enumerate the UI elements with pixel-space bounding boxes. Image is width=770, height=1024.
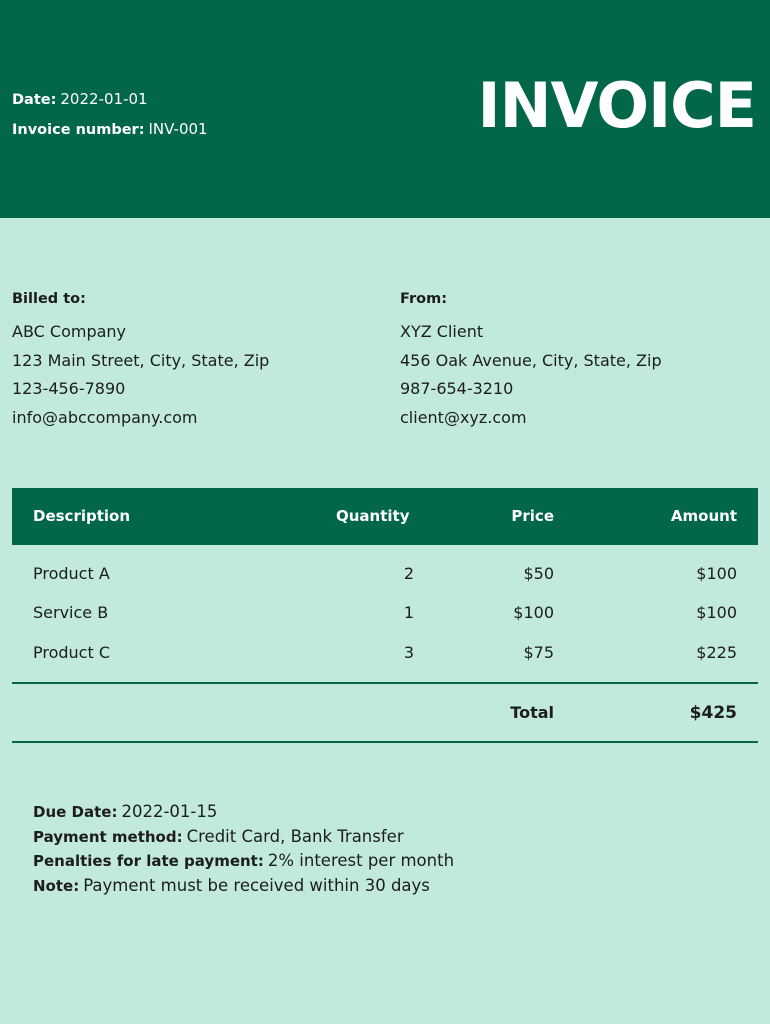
row-price: $75 <box>523 643 554 662</box>
note-line <box>33 874 454 899</box>
row-description: Product A <box>33 564 110 583</box>
row-description: Product C <box>33 643 111 662</box>
billed-to-email: info@abccompany.com <box>12 407 198 427</box>
from-email: client@xyz.com <box>400 407 527 427</box>
row-price: $50 <box>523 564 554 583</box>
billed-to-section <box>12 288 269 432</box>
payment-method-line <box>33 825 454 850</box>
note-label: Note: <box>33 876 80 895</box>
from-address: 456 Oak Avenue, City, State, Zip <box>400 350 662 370</box>
header-amount: Amount <box>670 507 737 525</box>
row-description: Service B <box>33 603 109 622</box>
due-date-line <box>33 800 454 825</box>
invoice-number-value: INV-001 <box>148 120 208 138</box>
payment-method-label: Payment method: <box>33 827 183 846</box>
penalties-label: Penalties for late payment: <box>33 852 264 870</box>
date-line <box>12 85 208 115</box>
row-amount: $100 <box>696 564 737 583</box>
row-price: $100 <box>513 603 554 622</box>
row-quantity: 1 <box>403 603 414 622</box>
note-value: Payment must be received within 30 days <box>83 875 430 895</box>
table-divider-top <box>12 682 758 684</box>
header-quantity: Quantity <box>336 507 410 525</box>
from-phone: 987-654-3210 <box>400 379 514 398</box>
table-divider-bottom <box>12 741 758 743</box>
total-value: $425 <box>689 703 737 723</box>
from-name: XYZ Client <box>400 322 484 341</box>
payment-method-value: Credit Card, Bank Transfer <box>186 826 404 846</box>
payment-notes <box>33 800 454 898</box>
header-description: Description <box>33 507 131 525</box>
penalties-value: 2% interest per month <box>267 851 455 870</box>
invoice-title: INVOICE <box>477 69 756 142</box>
invoice-header <box>0 0 770 218</box>
total-row <box>12 698 758 728</box>
invoice-number-line <box>12 115 208 145</box>
row-amount: $100 <box>696 603 737 622</box>
from-section <box>400 288 662 432</box>
row-amount: $225 <box>696 643 737 662</box>
table-header <box>12 488 758 545</box>
table-row <box>12 638 758 668</box>
total-label: Total <box>510 703 554 722</box>
due-date-value: 2022-01-15 <box>121 802 218 821</box>
row-quantity: 3 <box>403 643 414 662</box>
billed-to-address: 123 Main Street, City, State, Zip <box>12 350 270 370</box>
table-row <box>12 559 758 589</box>
penalties-line <box>33 849 454 874</box>
date-label: Date: <box>12 92 57 108</box>
from-label: From: <box>400 291 447 307</box>
invoice-meta <box>12 85 208 145</box>
date-value: 2022-01-01 <box>60 90 148 108</box>
due-date-label: Due Date: <box>33 803 118 821</box>
header-price: Price <box>511 507 554 525</box>
table-row <box>12 598 758 628</box>
row-quantity: 2 <box>403 564 414 583</box>
billed-to-label: Billed to: <box>12 291 86 307</box>
billed-to-phone: 123-456-7890 <box>12 379 126 398</box>
invoice-number-label: Invoice number: <box>12 122 145 138</box>
billed-to-name: ABC Company <box>12 322 127 341</box>
